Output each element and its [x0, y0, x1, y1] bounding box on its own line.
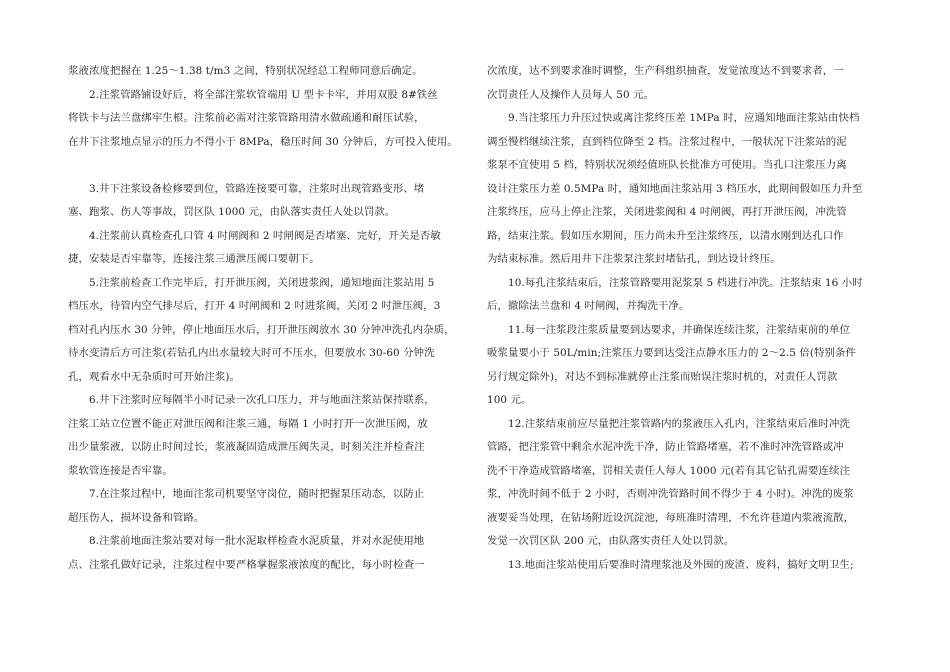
left-text-line: 点、注浆孔做好记录，注浆过程中要严格掌握浆液浓度的配比，每小时检查一: [68, 558, 425, 571]
right-text-line: 浆，冲洗时间不低于 2 小时，否则冲洗管路时间不得少于 4 小时)。冲洗的废浆: [487, 488, 854, 500]
left-blank-line: [68, 154, 466, 178]
left-text-line: 出少量浆液，以防止时间过长，浆液凝固造成泄压阀失灵，时刻关注并检查注: [68, 441, 425, 453]
right-text-line: 注浆终压，应马上停止注浆，关闭进浆阀和 4 吋闸阀，再打开泄压阀，冲洗管: [487, 206, 847, 218]
right-text-line: 为结束标准。然后用井下注浆泵注浆封堵钻孔，到达设计终压。: [487, 253, 781, 265]
left-text-line: 塞、跑浆、伤人等事故，罚区队 1000 元，由队落实责任人处以罚款。: [68, 206, 396, 218]
left-text-line: 6.井下注浆时应每隔半小时记录一次孔口压力，并与地面注浆站保持联系，: [68, 394, 435, 406]
right-text-line: 11.每一注浆段注浆质量要到达要求，并确保连续注浆，注浆结束前的单位: [487, 323, 851, 336]
left-text-line: 7.在注浆过程中，地面注浆司机要坚守岗位，随时把握泵压动态，以防止: [68, 488, 425, 500]
right-text-line: 另行规定除外)，对达不到标准就停止注浆而贻误注浆时机的，对责任人罚款: [487, 370, 838, 383]
left-text-column: [68, 60, 466, 577]
left-text-line: 待水变清后方可注浆(若钻孔内出水量较大时可不压水，但要放水 30-60 分钟洗: [68, 347, 435, 359]
right-text-line: 次浓度，达不到要求准时调整，生产科组织抽查，发觉浓度达不到要求者，一: [487, 65, 844, 77]
left-text-line: 捷，安装是否牢靠等，连接注浆三通泄压阀口要朝下。: [68, 253, 320, 265]
right-text-line: 次罚责任人及操作人员每人 50 元。: [487, 88, 655, 101]
left-text-line: 2.注浆管路铺设好后，将全部注浆软管端用 U 型卡卡牢，并用双股 8#铁丝: [68, 88, 438, 101]
right-text-line: 吸浆量要小于 50L/min;注浆压力要到达受注点静水压力的 2～2.5 倍(特别条件: [487, 347, 856, 359]
right-text-line: 液要妥当处理，在钻场附近设沉淀池，每班准时清理，不允许巷道内浆液流散，: [487, 511, 855, 524]
left-text-line: 超压伤人，损坏设备和管路。: [68, 511, 205, 524]
left-text-line: 孔，观看水中无杂质时可开始注浆)。: [68, 370, 241, 383]
right-text-column: [487, 60, 885, 577]
right-text-line: 100 元。: [487, 394, 532, 406]
left-text-line: 在井下注浆地点显示的压力不得小于 8MPa，稳压时间 30 分钟后，方可投入使用。: [68, 135, 458, 148]
left-text-line: 5.注浆前检查工作完毕后，打开泄压阀，关闭进浆阀，通知地面注浆站用 5: [68, 276, 435, 289]
right-text-line: 设计注浆压力差 0.5MPa 时，通知地面注浆站用 3 档压水，此期间假如压力升至: [487, 182, 863, 195]
right-text-line: 发觉一次罚区队 200 元，由队落实责任人处以罚款。: [487, 535, 735, 547]
right-text-line: 管路，把注浆管中剩余水泥冲洗干净，防止管路堵塞，若不准时冲洗管路或冲: [487, 441, 844, 453]
left-text-line: 浆软管连接是否牢靠。: [68, 464, 173, 477]
right-text-line: 后，撤除法兰盘和 4 吋闸阀，并掏洗干净。: [487, 300, 690, 312]
right-text-line: 洗不干净造成管路堵塞，罚相关责任人每人 1000 元(若有其它钻孔需要连续注: [487, 464, 851, 477]
left-text-line: 浆液浓度把握在 1.25～1.38 t/m3 之间，特别状况经总工程师同意后确定。: [68, 65, 423, 77]
right-text-line: 浆泵不宜使用 5 档，特别状况须经值班队长批准方可使用。当孔口注浆压力离: [487, 159, 847, 171]
left-text-line: 8.注浆前地面注浆站要对每一批水泥取样检查水泥质量，并对水泥使用地: [68, 535, 425, 547]
right-text-line: 调至慢档继续注浆，直到档位降至 2 档。注浆过程中，一般状况下注浆站的泥: [487, 135, 847, 148]
left-text-line: 档对孔内压水 30 分钟，停止地面压水后，打开泄压阀放水 30 分钟冲洗孔内杂质，: [68, 323, 455, 336]
right-text-line: 13.地面注浆站使用后要准时清理浆池及外围的废渣、废料，搞好文明卫生;: [487, 558, 854, 571]
left-text-line: 4.注浆前认真检查孔口管 4 吋闸阀和 2 吋闸阀是否堵塞、完好，开关是否敏: [68, 229, 441, 242]
right-text-line: 12.注浆结束前应尽量把注浆管路内的浆液压入孔内，注浆结束后准时冲洗: [487, 417, 851, 430]
right-text-line: 10.每孔注浆结束后，注浆管路要用泥浆泵 5 档进行冲洗。注浆结束 16 小时: [487, 276, 863, 289]
right-text-line: 路，结束注浆。假如压水期间，压力尚未升至注浆终压，以清水刚到达孔口作: [487, 229, 844, 242]
left-text-line: 注浆工站立位置不能正对泄压阀和注浆三通，每隔 1 小时打开一次泄压阀，放: [68, 417, 428, 430]
right-text-line: 9.当注浆压力升压过快或离注浆终压差 1MPa 时，应通知地面注浆站由快档: [487, 112, 860, 124]
left-text-line: 将铁卡与法兰盘绑牢生根。注浆前必需对注浆管路用清水做疏通和耐压试验，: [68, 112, 425, 124]
left-text-line: 3.井下注浆设备检修要到位，管路连接要可靠，注浆时出现管路变形、堵: [68, 182, 425, 195]
left-text-line: 档压水，待管内空气排尽后，打开 4 吋闸阀和 2 吋进浆阀，关闭 2 吋泄压阀，3: [68, 300, 441, 312]
